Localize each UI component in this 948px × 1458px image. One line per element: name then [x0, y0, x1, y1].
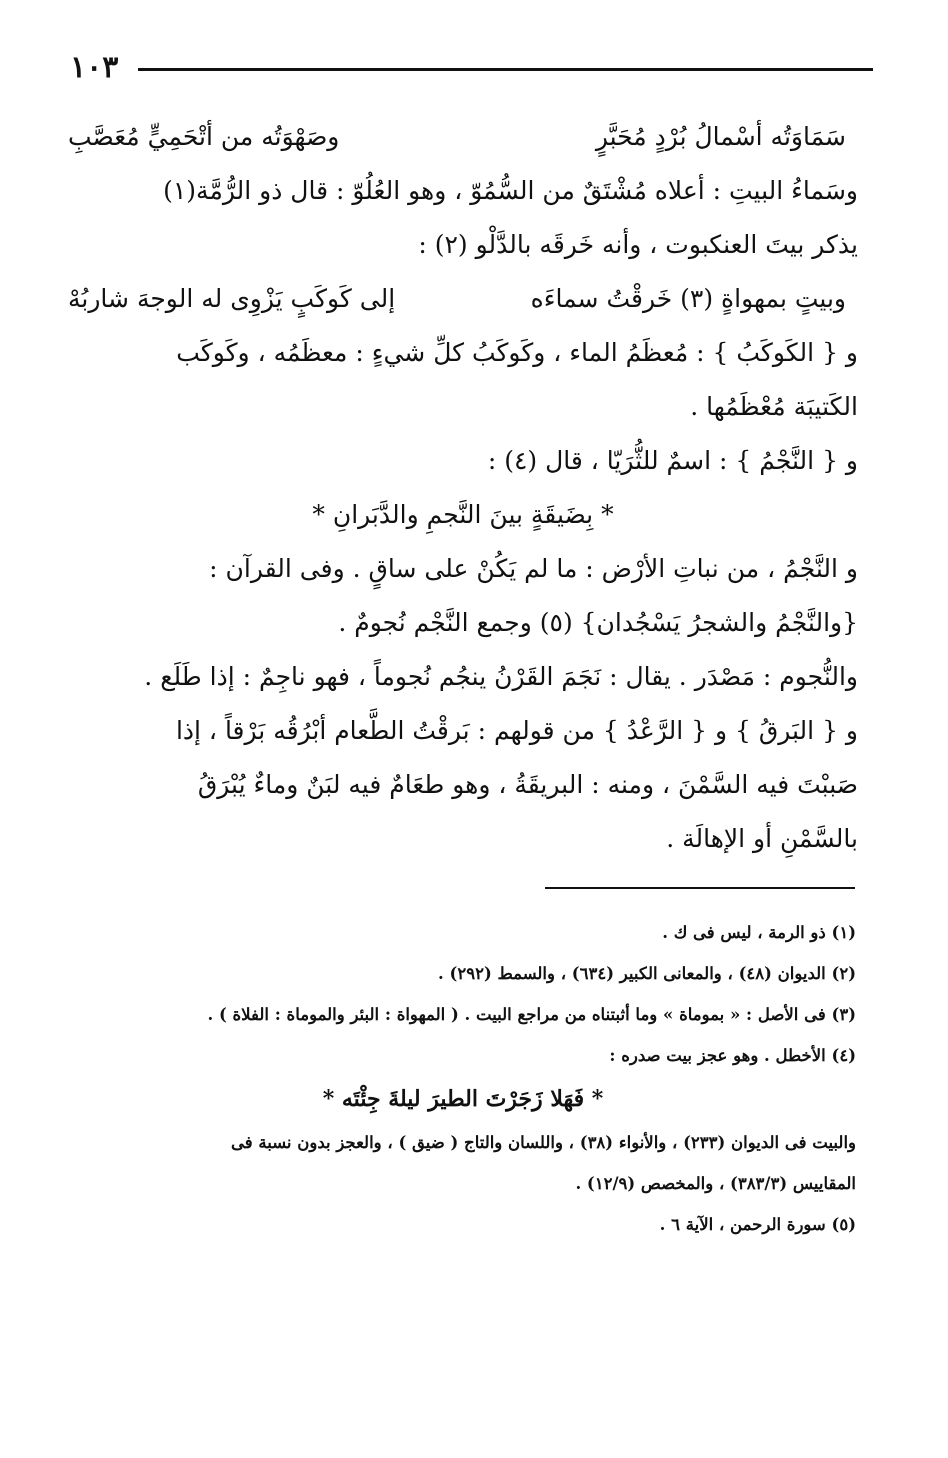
page-number: ١٠٣	[70, 50, 119, 85]
footnote-4: (٤) الأخطل . وهو عجز بيت صدره :	[609, 1046, 856, 1065]
verse-first-hemistich: وبيتٍ بمهواةٍ (٣) خَرقْتُ سماءَه	[530, 284, 846, 313]
page-header	[70, 50, 873, 90]
verse-line-centered: * بِضَيقَةٍ بينَ النَّجمِ والدَّبَرانِ *	[312, 500, 614, 529]
footnote-separator	[545, 887, 855, 889]
main-text	[68, 110, 858, 866]
header-rule	[138, 68, 873, 71]
verse-line	[68, 110, 858, 164]
verse-line	[68, 272, 858, 326]
text-line: والنُّجوم : مَصْدَر . يقال : نَجَمَ القَرْنُ ينجُم نُجوماً ، فهو ناجِمٌ : إذا طَلَع .	[144, 662, 858, 691]
verse-first-hemistich: سَمَاوَتُه أسْمالُ بُرْدٍ مُحَبَّرٍ	[595, 122, 846, 151]
text-line: يذكر بيتَ العنكبوت ، وأنه خَرقَه بالدَّلْو (٢) :	[418, 230, 858, 259]
verse-second-hemistich: إلى كَوكَبٍ يَزْوِى له الوجهَ شاربُهْ	[68, 284, 396, 313]
footnote-4-sources-cont: المقاييس (٣٨٣/٣) ، والمخصص (١٢/٩) .	[575, 1174, 856, 1193]
footnotes	[70, 912, 856, 1245]
text-line: الكَتيبَة مُعْظَمُها .	[690, 392, 858, 421]
footnote-5: (٥) سورة الرحمن ، الآية ٦ .	[659, 1215, 856, 1234]
text-line: و النَّجْمُ ، من نباتِ الأرْض : ما لم يَكُنْ على ساقٍ . وفى القرآن :	[209, 554, 858, 583]
text-line: و { النَّجْمُ } : اسمٌ للثُّرَيّا ، قال (٤) :	[487, 446, 858, 475]
verse-second-hemistich: وصَهْوَتُه من أتْحَمِيٍّ مُعَصَّبِ	[68, 122, 340, 151]
text-line: وسَماءُ البيتِ : أعلاه مُشْتَقٌ من السُّمُوّ ، وهو العُلُوّ : قال ذو الرُّمَّة(١)	[163, 176, 858, 205]
text-line: {والنَّجْمُ والشجرُ يَسْجُدان} (٥) وجمع النَّجْم نُجومٌ .	[338, 608, 858, 637]
footnote-1: (١) ذو الرمة ، ليس فى ك .	[662, 923, 856, 942]
text-line: و { الكَوكَبُ } : مُعظَمُ الماء ، وكَوكَبُ كلِّ شيءٍ : معظَمُه ، وكَوكَب	[176, 338, 858, 367]
footnote-3: (٣) فى الأصل : « بموماة » وما أثبتناه من مراجع البيت . ( المهواة : البئر والموماة : الفلاة ) .	[207, 1005, 856, 1024]
text-line: و { البَرقُ } و { الرَّعْدُ } من قولهم : بَرقْتُ الطَّعام أبْرُقُه بَرْقاً ، إذا	[175, 716, 858, 745]
footnote-4-sources: والبيت فى الديوان (٢٣٣) ، والأنواء (٣٨) ، واللسان والتاج ( ضيق ) ، والعجز بدون نسبة فى	[230, 1133, 856, 1152]
text-line: بالسَّمْنِ أو الإهالَة .	[666, 824, 858, 853]
text-line: صَببْتَ فيه السَّمْنَ ، ومنه : البريقَةُ ، وهو طعَامٌ فيه لبَنٌ وماءٌ يُبْرَقُ	[197, 770, 858, 799]
footnote-2: (٢) الديوان (٤٨) ، والمعانى الكبير (٦٣٤) ، والسمط (٢٩٢) .	[438, 964, 856, 983]
footnote-4-verse: * فَهَلا زَجَرْتَ الطيرَ ليلةَ جِئْتَه *	[322, 1086, 604, 1112]
